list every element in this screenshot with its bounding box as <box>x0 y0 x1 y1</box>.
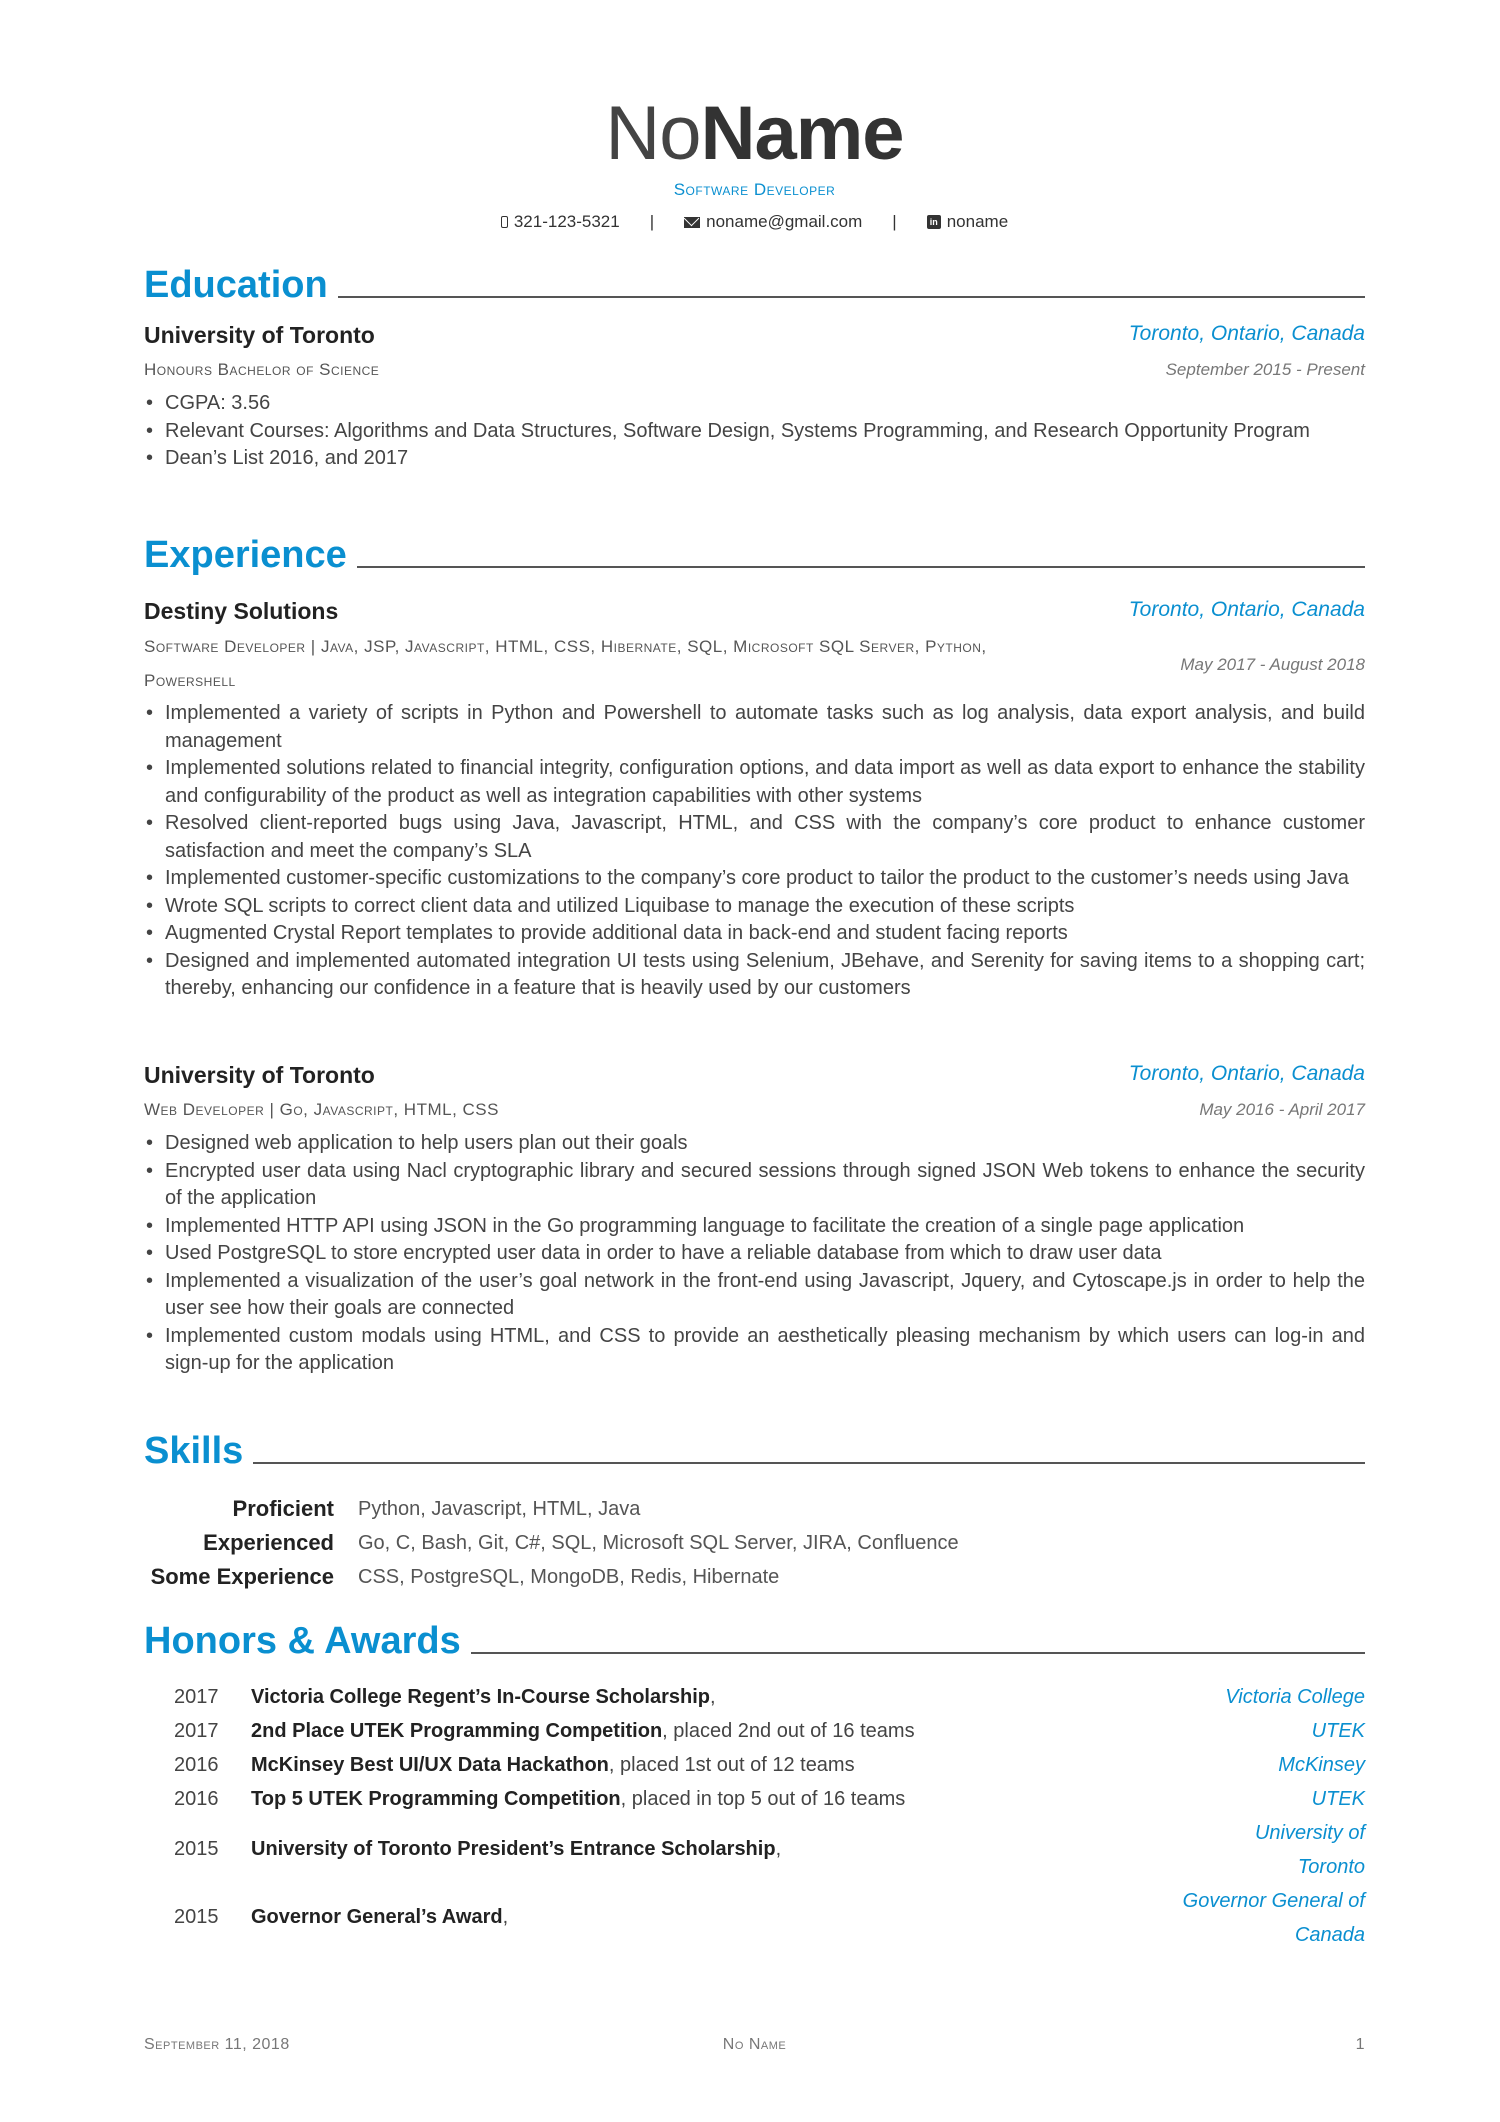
email-contact[interactable] <box>684 212 862 232</box>
honors-heading <box>144 1622 1365 1660</box>
phone-number: 321-123-5321 <box>513 212 620 231</box>
phone-contact[interactable] <box>501 212 620 232</box>
honor-year: 2015 <box>174 1838 219 1860</box>
list-item: • Implemented a variety of scripts in Python and Powershell to automate tasks such as log analysis, data export analysis, and build management <box>165 700 1365 755</box>
section-rule <box>357 566 1365 568</box>
resume-page <box>144 0 1365 2122</box>
list-item: • Implemented solutions related to financial integrity, configuration options, and data import as well as data export to enhance the stability and configurability of the product as well as integration capabilities with other systems <box>165 755 1365 810</box>
skill-type: Some Experience <box>150 1564 334 1589</box>
list-item: • Used PostgreSQL to store encrypted user data in order to have a reliable database from which to draw user data <box>165 1240 1365 1268</box>
honor-year: 2017 <box>174 1686 219 1708</box>
list-item: • Dean’s List 2016, and 2017 <box>165 445 1365 473</box>
honor-detail: , <box>775 1838 782 1860</box>
list-item: • Encrypted user data using Nacl cryptographic library and secured sessions through signed JSON Web tokens to enhance the security of the application <box>165 1158 1365 1213</box>
footer-date: September 11, 2018 <box>144 2036 290 2053</box>
entry-title: Destiny Solutions <box>144 598 339 624</box>
phone-icon <box>501 216 508 228</box>
skills-heading <box>144 1432 1365 1470</box>
section-title: Education <box>144 264 328 306</box>
honor-title <box>251 1754 855 1777</box>
honor-location: UTEK <box>1311 1788 1365 1810</box>
experience-items <box>144 700 1365 1003</box>
honor-detail: , placed 1st out of 12 teams <box>608 1754 855 1776</box>
list-item: • Designed web application to help users plan out their goals <box>165 1130 1365 1158</box>
honor-name: Top 5 UTEK Programming Competition <box>251 1788 621 1810</box>
email-address: noname@gmail.com <box>706 212 863 231</box>
list-item: • Resolved client-reported bugs using Java, Javascript, HTML, and CSS with the company’s core product to enhance customer satisfaction and meet the company’s SLA <box>165 810 1365 865</box>
section-rule <box>471 1652 1365 1654</box>
honor-detail: , <box>502 1906 509 1928</box>
honor-name: Governor General’s Award <box>251 1906 503 1928</box>
envelope-icon <box>684 217 700 228</box>
education-heading <box>144 266 1365 304</box>
skill-set: Go, C, Bash, Git, C#, SQL, Microsoft SQL Server, JIRA, Confluence <box>358 1531 959 1554</box>
list-item: • Augmented Crystal Report templates to provide additional data in back-end and student facing reports <box>165 920 1365 948</box>
skill-set: CSS, PostgreSQL, MongoDB, Redis, Hibernate <box>358 1565 780 1588</box>
list-item: • Implemented HTTP API using JSON in the Go programming language to facilitate the creation of a single page application <box>165 1213 1365 1241</box>
contact-separator: | <box>892 212 897 231</box>
list-item: • CGPA: 3.56 <box>165 390 1365 418</box>
section-title: Skills <box>144 1430 244 1472</box>
skill-set: Python, Javascript, HTML, Java <box>358 1497 641 1520</box>
entry-degree: Honours Bachelor of Science <box>144 360 380 379</box>
list-item: • Implemented customer-specific customizations to the company’s core product to tailor the product to the customer’s needs using Java <box>165 865 1365 893</box>
linkedin-handle: noname <box>946 212 1009 231</box>
skill-row <box>144 1560 959 1594</box>
honor-name: Victoria College Regent’s In-Course Scholarship <box>251 1686 710 1708</box>
honor-title <box>251 1720 915 1743</box>
entry-date: May 2017 - August 2018 <box>1180 655 1365 674</box>
honor-year: 2015 <box>174 1906 219 1928</box>
honor-detail: , placed in top 5 out of 16 teams <box>620 1788 906 1810</box>
skill-type: Proficient <box>232 1496 334 1521</box>
section-title: Experience <box>144 534 347 576</box>
honor-row <box>144 1816 1365 1884</box>
entry-title: University of Toronto <box>144 322 375 348</box>
honor-detail: , <box>710 1686 716 1708</box>
list-item: • Implemented a visualization of the user’s goal network in the front-end using Javascript, Jquery, and Cytoscape.js in order to help the user see how their goals are connected <box>165 1268 1365 1323</box>
entry-role: Software Developer | Java, JSP, Javascript, HTML, CSS, Hibernate, SQL, Microsoft SQL Server, Python, <box>144 637 987 656</box>
honor-row <box>144 1884 1365 1952</box>
section-rule <box>253 1462 1365 1464</box>
honor-row <box>144 1680 1365 1714</box>
entry-role-continued: Powershell <box>144 671 236 690</box>
skill-type: Experienced <box>203 1530 334 1555</box>
footer-page-number: 1 <box>1355 2036 1365 2053</box>
honor-location: University of Toronto <box>1254 1822 1365 1878</box>
honors-list <box>144 1680 1365 1952</box>
honor-name: McKinsey Best UI/UX Data Hackathon <box>251 1754 609 1776</box>
honor-name: University of Toronto President’s Entrance Scholarship <box>251 1838 776 1860</box>
entry-location: Toronto, Ontario, Canada <box>1128 322 1365 345</box>
skills-table <box>144 1492 959 1594</box>
skill-row <box>144 1492 959 1526</box>
experience-heading <box>144 536 1365 574</box>
honor-location: Governor General of Canada <box>1182 1890 1365 1946</box>
list-item: • Relevant Courses: Algorithms and Data Structures, Software Design, Systems Programming, and Research Opportunity Program <box>165 418 1365 446</box>
list-item: • Wrote SQL scripts to correct client data and utilized Liquibase to manage the execution of these scripts <box>165 893 1365 921</box>
honor-row <box>144 1782 1365 1816</box>
entry-date: May 2016 - April 2017 <box>1199 1100 1365 1119</box>
list-item: • Implemented custom modals using HTML, and CSS to provide an aesthetically pleasing mechanism by which users can log-in and sign-up for the application <box>165 1323 1365 1378</box>
honor-title <box>251 1788 905 1811</box>
honor-title <box>251 1906 508 1929</box>
honor-location: Victoria College <box>1225 1686 1365 1708</box>
section-title: Honors & Awards <box>144 1620 461 1662</box>
honor-year: 2016 <box>174 1788 219 1810</box>
education-items <box>144 390 1365 473</box>
honor-title <box>251 1686 716 1709</box>
entry-role: Web Developer | Go, Javascript, HTML, CSS <box>144 1100 499 1119</box>
entry-location: Toronto, Ontario, Canada <box>1128 1062 1365 1085</box>
honor-detail: , placed 2nd out of 16 teams <box>662 1720 915 1742</box>
linkedin-contact[interactable] <box>927 212 1008 232</box>
contact-separator: | <box>649 212 655 231</box>
position-title: Software Developer <box>673 180 836 199</box>
honor-year: 2017 <box>174 1720 219 1742</box>
last-name: Name <box>700 91 904 176</box>
entry-title: University of Toronto <box>144 1062 375 1088</box>
skill-row <box>144 1526 959 1560</box>
honor-row <box>144 1714 1365 1748</box>
contact-bar <box>144 212 1365 232</box>
entry-location: Toronto, Ontario, Canada <box>1128 598 1365 621</box>
full-name <box>144 91 1365 176</box>
honor-row <box>144 1748 1365 1782</box>
honor-location: McKinsey <box>1278 1754 1365 1776</box>
first-name: No <box>605 91 701 176</box>
honor-title <box>251 1838 781 1861</box>
entry-date: September 2015 - Present <box>1165 360 1365 379</box>
list-item: • Designed and implemented automated integration UI tests using Selenium, JBehave, and Serenity for saving items to a shopping cart; thereby, enhancing our confidence in a feature that is heavily used by our customers <box>165 948 1365 1003</box>
honor-name: 2nd Place UTEK Programming Competition <box>251 1720 663 1742</box>
honor-location: UTEK <box>1311 1720 1365 1742</box>
footer-name: No Name <box>722 2036 787 2053</box>
linkedin-icon: in <box>927 215 941 229</box>
honor-year: 2016 <box>174 1754 219 1776</box>
experience-items <box>144 1130 1365 1378</box>
section-rule <box>338 296 1365 298</box>
